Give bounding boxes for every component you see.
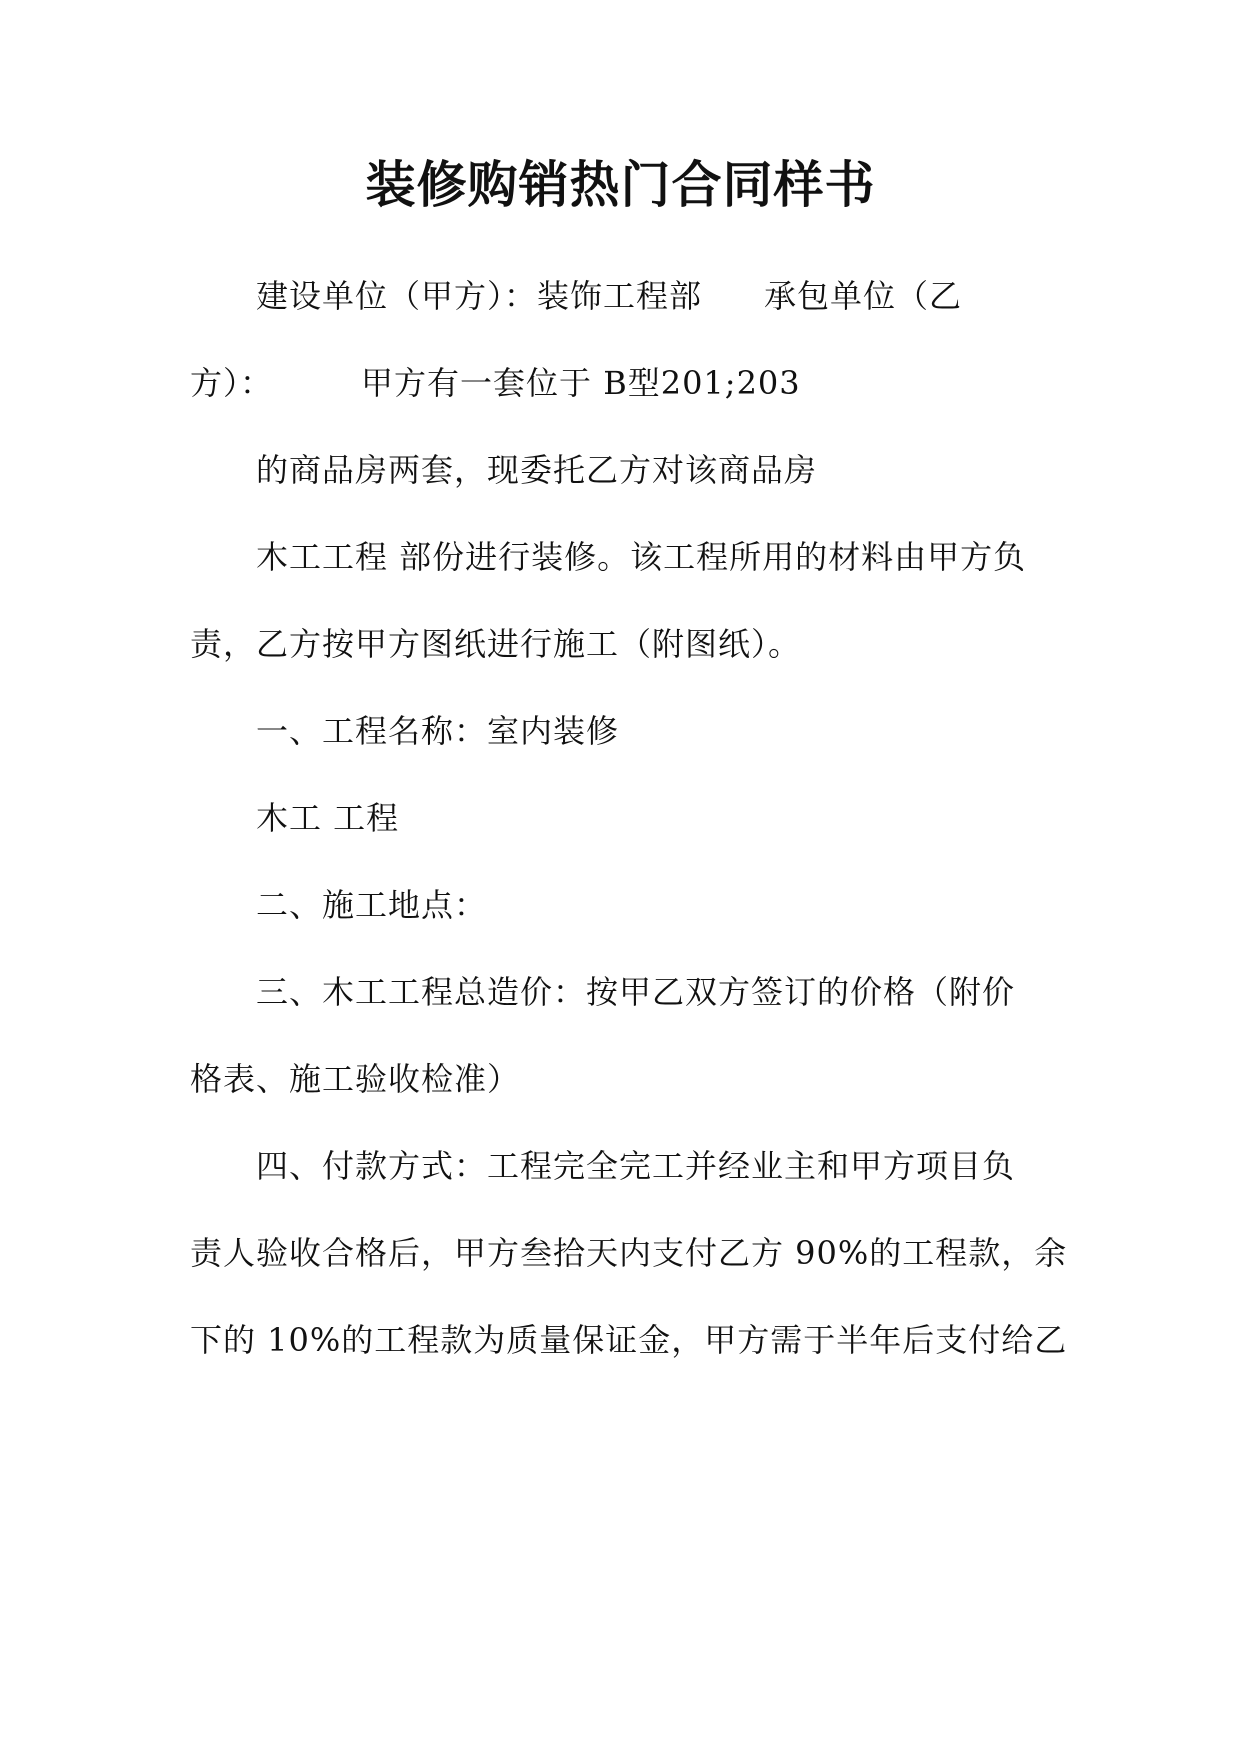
paragraph-line — [190, 361, 801, 405]
party-b-continued: 方）： — [190, 364, 274, 402]
paragraph-line: 木工工程 部份进行装修。该工程所用的材料由甲方负 — [256, 538, 1027, 576]
party-a-text: 建设单位（甲方）：装饰工程部 — [256, 277, 703, 315]
paragraph-line: 的商品房两套，现委托乙方对该商品房 — [256, 451, 818, 489]
section-heading-4: 四、付款方式：工程完全完工并经业主和甲方项目负 — [256, 1147, 1016, 1185]
section-heading-2: 二、施工地点： — [256, 886, 488, 924]
paragraph-line: 木工 工程 — [256, 799, 400, 837]
section-heading-1: 一、工程名称：室内装修 — [256, 712, 620, 750]
party-b-text: 承包单位（乙 — [764, 277, 963, 315]
section-heading-3: 三、木工工程总造价：按甲乙双方签订的价格（附价 — [256, 973, 1016, 1011]
paragraph-line: 责人验收合格后，甲方叁拾天内支付乙方 90%的工程款，余 — [190, 1234, 1068, 1272]
document-title: 装修购销热门合同样书 — [365, 155, 876, 214]
paragraph-line: 下的 10%的工程款为质量保证金，甲方需于半年后支付给乙 — [190, 1321, 1068, 1359]
paragraph-line — [256, 274, 962, 318]
paragraph-line: 责，乙方按甲方图纸进行施工（附图纸）。 — [190, 625, 802, 663]
property-location-text: 甲方有一套位于 B型201;203 — [361, 364, 801, 402]
paragraph-line: 格表、施工验收检准） — [190, 1060, 521, 1098]
